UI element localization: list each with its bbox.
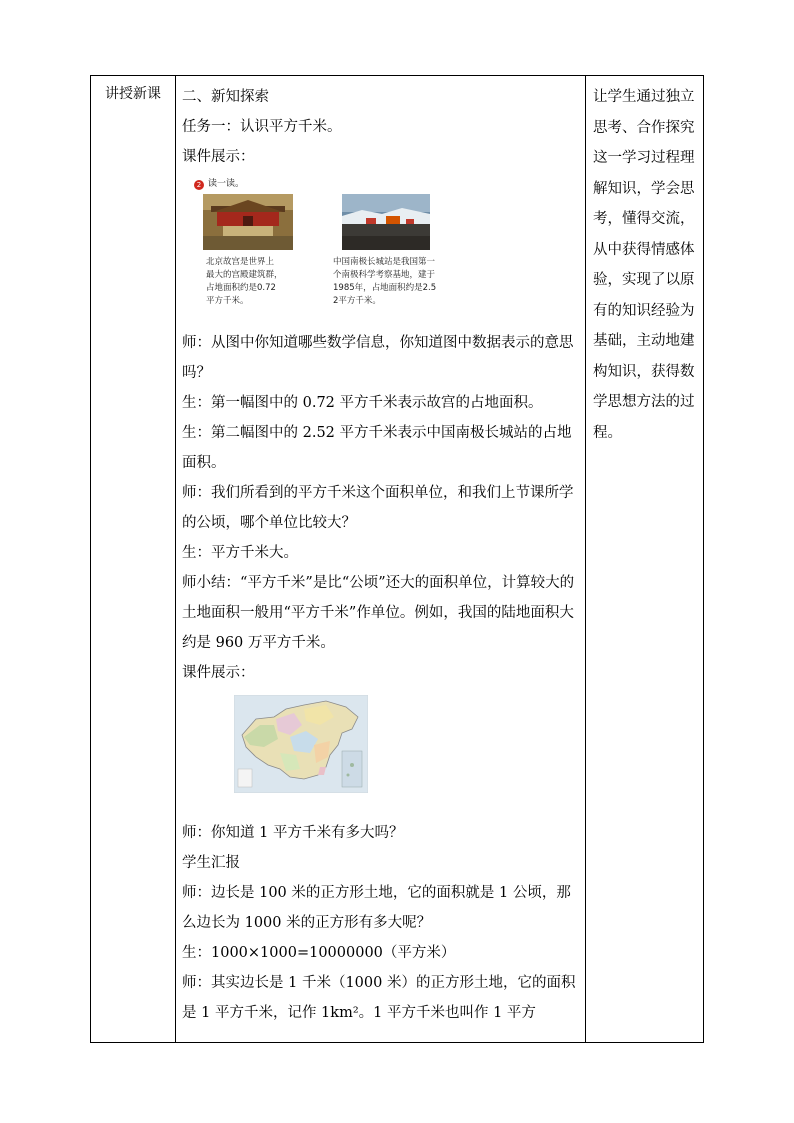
- column-divider: [585, 76, 586, 1042]
- teacher-question: 师：我们所看到的平方千米这个面积单位，和我们上节课所学的公顷，哪个单位比较大？: [182, 485, 574, 531]
- stage-cell: [91, 76, 175, 104]
- china-map-image: [234, 695, 368, 793]
- courseware-label: 课件展示：: [182, 665, 255, 681]
- content-cell: [176, 76, 584, 1028]
- courseware-figure: [182, 174, 584, 324]
- antarctic-station-photo: [342, 194, 430, 250]
- courseware-label: 课件展示：: [182, 149, 255, 165]
- teacher-explanation: 师：其实边长是 1 千米（1000 米）的正方形土地，它的面积是 1 平方千米，记作 1km²。1 平方千米也叫作 1 平方: [182, 975, 576, 1021]
- design-intent-text: 让学生通过独立思考、合作探究这一学习过程理解知识，学会思考，懂得交流，从中获得情感体验，实现了以原有的知识经验为基础，主动地建构知识，获得数学思想方法的过程。: [593, 89, 695, 441]
- student-answer: 生：1000×1000=10000000（平方米）: [182, 945, 456, 961]
- map-figure: [182, 692, 584, 804]
- student-answer: 生：平方千米大。: [182, 545, 298, 561]
- forbidden-city-photo: [203, 194, 293, 250]
- student-answer: 生：第一幅图中的 0.72 平方千米表示故宫的占地面积。: [182, 395, 543, 411]
- student-report: 学生汇报: [182, 855, 240, 871]
- student-answer: 生：第二幅图中的 2.52 平方千米表示中国南极长城站的占地面积。: [182, 425, 572, 471]
- number-badge: 2: [194, 180, 204, 190]
- figure-instruction: 读一读。: [208, 179, 245, 189]
- teacher-question: 师：边长是 100 米的正方形土地，它的面积就是 1 公顷，那么边长为 1000 米的正方形有多大呢？: [182, 885, 571, 931]
- teacher-question: 师：从图中你知道哪些数学信息，你知道图中数据表示的意思吗？: [182, 335, 574, 381]
- caption-forbidden-city: 北京故宫是世界上 最大的宫殿建筑群， 占地面积约是0.72 平方千米。: [206, 257, 283, 306]
- design-intent-cell: [587, 76, 703, 448]
- teacher-question: 师：你知道 1 平方千米有多大吗？: [182, 825, 404, 841]
- stage-label: 讲授新课: [105, 86, 161, 102]
- caption-antarctic-station: 中国南极长城站是我国第一 个南极科学考察基地，建于 1985年，占地面积约是2.5 2平方千米。: [333, 257, 437, 306]
- section-heading: 二、新知探索: [182, 89, 269, 105]
- task-title: 任务一：认识平方千米。: [182, 119, 342, 135]
- lesson-table: [90, 75, 704, 1043]
- teacher-summary: 师小结：“平方千米”是比“公顷”还大的面积单位，计算较大的土地面积一般用“平方千米”作单位。例如，我国的陆地面积大约是 960 万平方千米。: [182, 575, 575, 651]
